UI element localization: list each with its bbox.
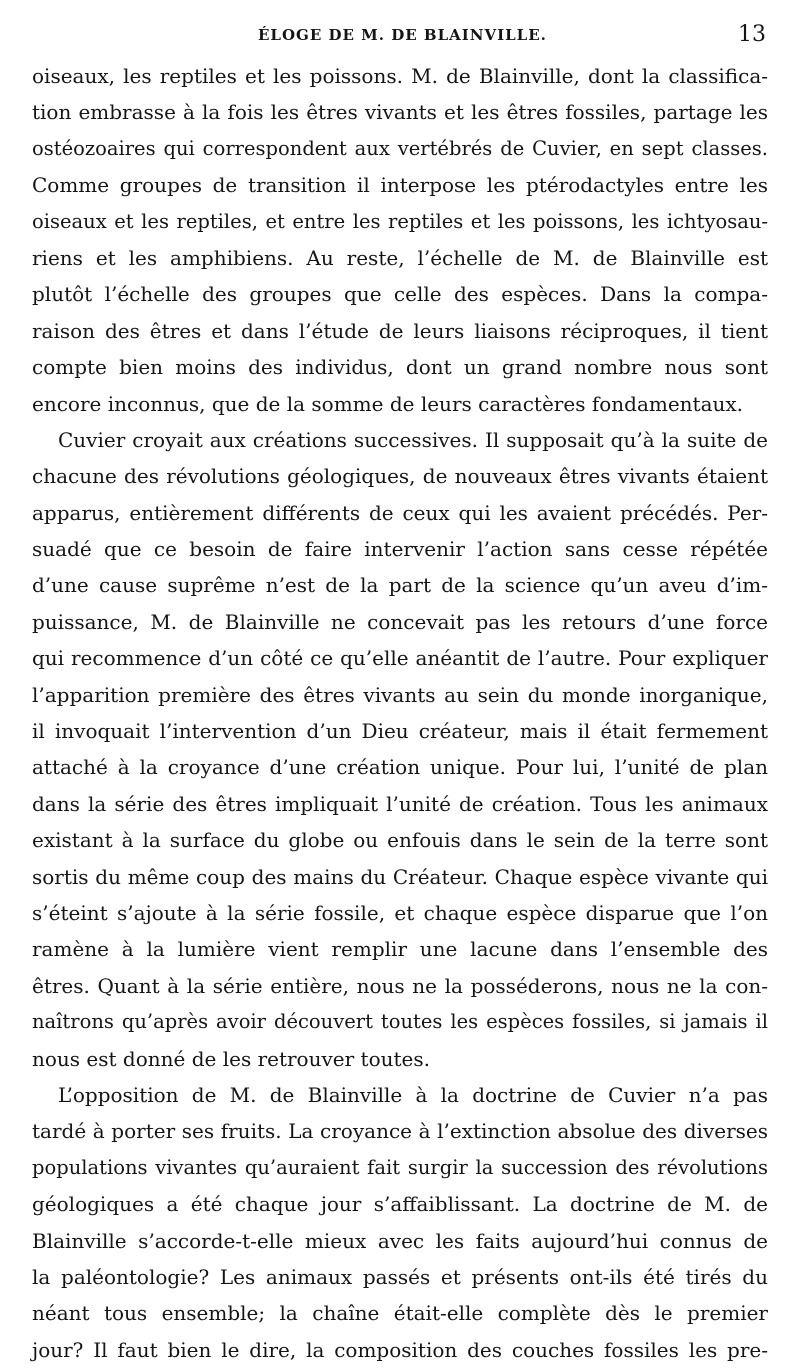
text-line: néant tous ensemble; la chaîne était-elle complète dès le premier xyxy=(32,1301,768,1326)
text-line: ostéozoaires qui correspondent aux vertébrés de Cuvier, en sept classes. xyxy=(32,136,768,160)
text-line: êtres. Quant à la série entière, nous ne la posséderons, nous ne la con- xyxy=(32,973,768,998)
text-line: compte bien moins des individus, dont un grand nombre nous sont xyxy=(32,355,768,380)
text-line: Cuvier croyait aux créations successives. Il supposait qu’à la suite de xyxy=(58,427,768,452)
text-line: riens et les amphibiens. Au reste, l’échelle de M. de Blainville est xyxy=(32,245,768,270)
text-line: Blainville s’accorde-t-elle mieux avec les faits aujourd’hui connus de xyxy=(32,1228,768,1253)
text-line: apparus, entièrement différents de ceux qui les avaient précédés. Per- xyxy=(32,500,768,525)
text-line: puissance, M. de Blainville ne concevait pas les retours d’une force xyxy=(32,609,768,634)
text-line: jour? Il faut bien le dire, la composition des couches fossiles les pre- xyxy=(32,1337,768,1362)
text-line: sortis du même coup des mains du Créateur. Chaque espèce vivante qui xyxy=(32,864,768,889)
text-line: suadé que ce besoin de faire intervenir l’action sans cesse répétée xyxy=(32,537,768,562)
text-line: qui recommence d’un côté ce qu’elle anéantit de l’autre. Pour expliquer xyxy=(32,646,768,671)
text-line: Comme groupes de transition il interpose les ptérodactyles entre les xyxy=(32,173,768,198)
text-line: tion embrasse à la fois les êtres vivants et les êtres fossiles, partage les xyxy=(32,100,768,125)
text-line: ramène à la lumière vient remplir une lacune dans l’ensemble des xyxy=(32,937,768,962)
text-line: chacune des révolutions géologiques, de nouveaux êtres vivants étaient xyxy=(32,464,768,489)
text-line: nous est donné de les retrouver toutes. xyxy=(32,1046,430,1071)
text-line: oiseaux, les reptiles et les poissons. M. de Blainville, dont la classifica- xyxy=(32,64,768,88)
page-number: 13 xyxy=(738,22,766,47)
text-line: s’éteint s’ajoute à la série fossile, et chaque espèce disparue que l’on xyxy=(32,900,768,925)
body-text xyxy=(32,58,768,1368)
text-line: raison des êtres et dans l’étude de leurs liaisons réciproques, il tient xyxy=(32,318,768,343)
running-title: ÉLOGE DE M. DE BLAINVILLE. xyxy=(258,26,547,44)
text-line: existant à la surface du globe ou enfouis dans le sein de la terre sont xyxy=(32,828,768,853)
text-line: l’apparition première des êtres vivants au sein du monde inorganique, xyxy=(32,682,768,707)
text-line: plutôt l’échelle des groupes que celle des espèces. Dans la compa- xyxy=(32,282,768,307)
text-line: tardé à porter ses fruits. La croyance à l’extinction absolue des diverses xyxy=(32,1119,768,1144)
text-line: d’une cause suprême n’est de la part de la science qu’un aveu d’im- xyxy=(32,573,768,598)
text-line: encore inconnus, que de la somme de leurs caractères fondamentaux. xyxy=(32,391,744,416)
text-line: populations vivantes qu’auraient fait surgir la succession des révolutions xyxy=(32,1155,768,1179)
text-line: la paléontologie? Les animaux passés et présents ont-ils été tirés du xyxy=(32,1264,768,1289)
page-header xyxy=(0,24,800,50)
text-line: géologiques a été chaque jour s’affaiblissant. La doctrine de M. de xyxy=(32,1192,768,1217)
text-line: oiseaux et les reptiles, et entre les reptiles et les poissons, les ichtyosau- xyxy=(32,209,768,233)
text-line: attaché à la croyance d’une création unique. Pour lui, l’unité de plan xyxy=(32,755,768,780)
text-line: dans la série des êtres impliquait l’unité de création. Tous les animaux xyxy=(32,791,768,816)
text-line: il invoquait l’intervention d’un Dieu créateur, mais il était fermement xyxy=(32,719,768,744)
text-line: L’opposition de M. de Blainville à la doctrine de Cuvier n’a pas xyxy=(58,1082,768,1107)
text-line: naîtrons qu’après avoir découvert toutes les espèces fossiles, si jamais il xyxy=(32,1010,768,1034)
